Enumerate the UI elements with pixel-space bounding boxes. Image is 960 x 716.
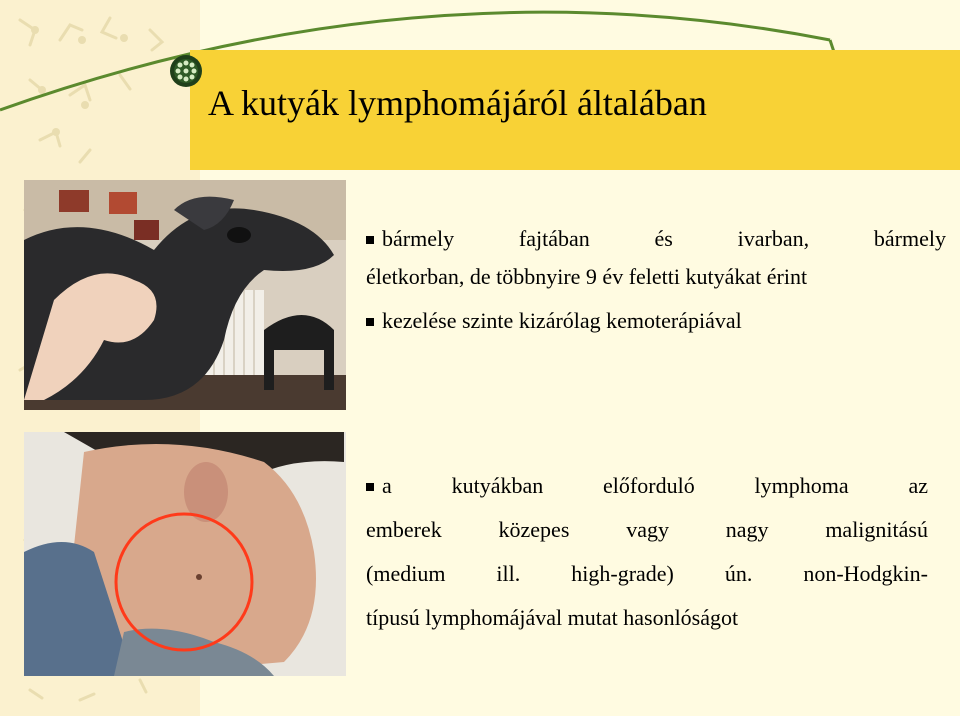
word: malignitású [825,517,928,542]
bullet-1-line-1 [366,220,946,258]
child-photo [24,432,346,676]
bullet-3-line-1 [366,464,928,508]
word: lymphoma [754,473,849,498]
bullet-2-text: kezelése szinte kizárólag kemoterápiával [382,308,742,333]
bullet-1-line-2: életkorban, de többnyire 9 év feletti kutyákat érint [366,264,808,289]
word: előforduló [603,473,695,498]
bullet-marker [366,236,374,244]
word: a [382,473,392,498]
word: (medium [366,561,446,586]
word: fajtában [518,226,590,251]
word: az [908,473,928,498]
word: ill. [496,561,521,586]
word: és [654,226,673,251]
bullet-2 [366,302,946,340]
word: bármely [873,226,946,251]
bullet-3-line-4: típusú lymphomájával mutat hasonlóságot [366,605,739,630]
bullet-list-top [366,220,946,340]
word: kutyákban [451,473,544,498]
bullet-3-line-2 [366,508,928,552]
slide-title: A kutyák lymphomájáról általában [208,83,707,123]
word: bármely [382,226,455,251]
word: non-Hodgkin- [803,561,928,586]
orb-icon [168,53,204,89]
dog-photo [24,180,346,410]
bullet-marker [366,318,374,326]
word: emberek [366,517,442,542]
word: vagy [626,517,669,542]
bullet-3-line-3 [366,552,928,596]
word: ivarban, [737,226,810,251]
word: high-grade) [571,561,674,586]
word: nagy [725,517,769,542]
bullet-list-bottom [366,464,928,640]
word: ún. [724,561,753,586]
word: közepes [498,517,570,542]
bullet-marker [366,483,374,491]
